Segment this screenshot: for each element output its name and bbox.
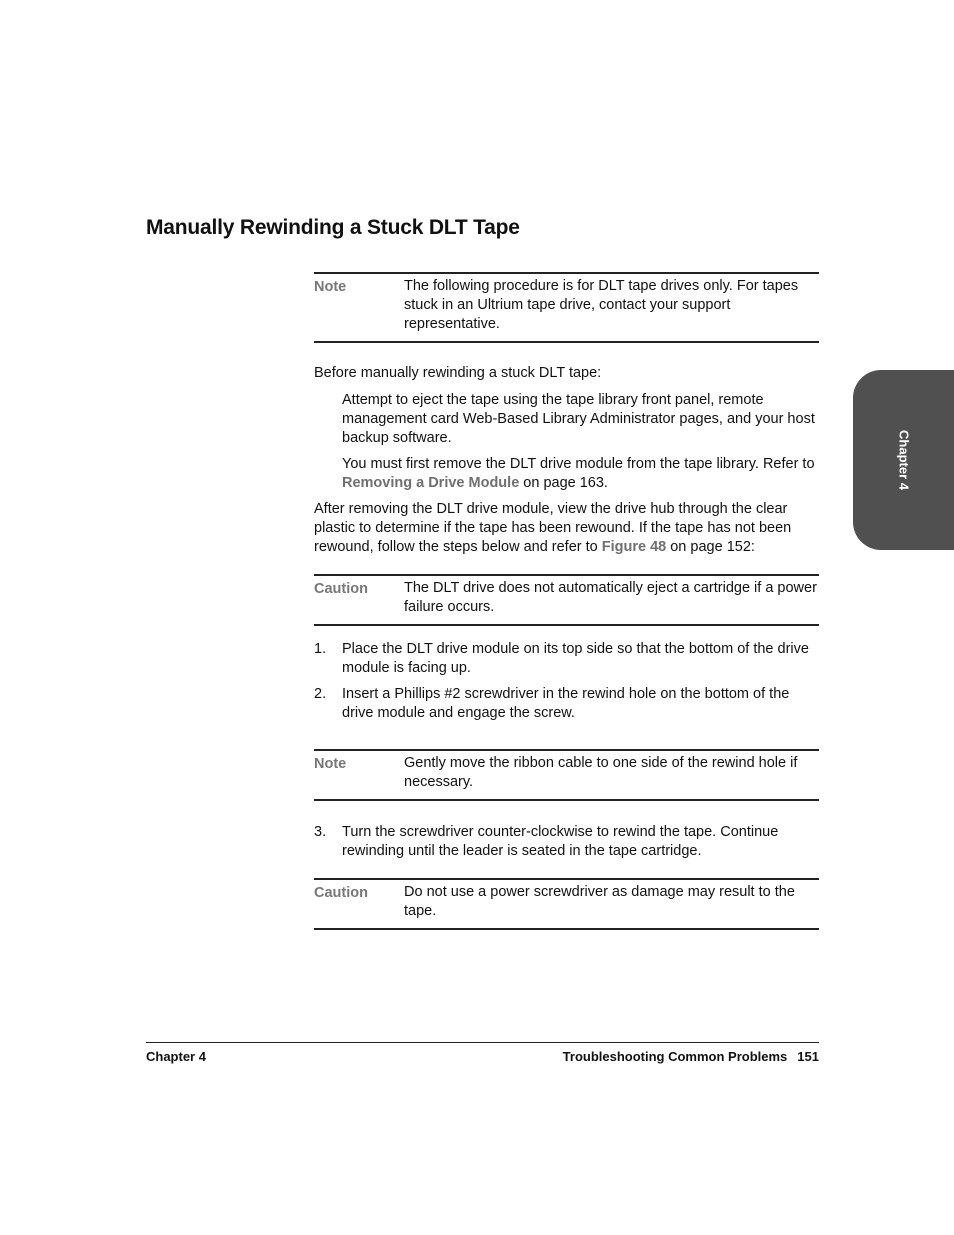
note-callout-ribbon xyxy=(314,749,819,801)
figure-48-link[interactable]: Figure 48 xyxy=(601,539,667,555)
bullet-eject: Attempt to eject the tape using the tape library front panel, remote management card Web-Based Library Administrator pages, and your host backup software. xyxy=(342,392,815,446)
after-removal-paragraph: After removing the DLT drive module, view the drive hub through the clear plastic to determine if the tape has been rewound. If the tape has not been rewound, follow the steps below and refer to Figure 48 on page 152: xyxy=(314,501,792,555)
intro-paragraph: Before manually rewinding a stuck DLT tape: xyxy=(314,365,602,381)
step-text: Place the DLT drive module on its top side so that the bottom of the drive module is facing up. xyxy=(342,641,809,676)
caution-text: Do not use a power screwdriver as damage may result to the tape. xyxy=(404,884,795,919)
step-number: 2. xyxy=(314,686,327,702)
caution-label: Caution xyxy=(314,885,368,901)
step-text: Turn the screwdriver counter-clockwise to rewind the tape. Continue rewinding until the leader is seated in the tape cartridge. xyxy=(342,824,779,859)
page-number: 151 xyxy=(797,1049,819,1064)
footer-divider xyxy=(146,1042,819,1043)
removing-drive-module-link[interactable]: Removing a Drive Module xyxy=(342,475,520,491)
note-text: Gently move the ribbon cable to one side of the rewind hole if necessary. xyxy=(404,755,798,790)
footer-chapter: Chapter 4 xyxy=(146,1049,206,1064)
caution-callout xyxy=(314,574,819,626)
step-1 xyxy=(314,640,819,678)
note-callout xyxy=(314,272,819,343)
bullet-remove-module: You must first remove the DLT drive module from the tape library. Refer to Removing a Drive Module on page 163. xyxy=(342,456,815,491)
footer-section xyxy=(563,1049,819,1064)
note-label: Note xyxy=(314,279,347,295)
note-text: The following procedure is for DLT tape drives only. For tapes stuck in an Ultrium tape drive, contact your support representative. xyxy=(404,278,799,332)
chapter-thumb-tab xyxy=(853,370,954,550)
step-number: 1. xyxy=(314,641,327,657)
note-label: Note xyxy=(314,756,347,772)
step-text: Insert a Phillips #2 screwdriver in the rewind hole on the bottom of the drive module and engage the screw. xyxy=(342,686,790,721)
chapter-tab-label: Chapter 4 xyxy=(896,430,911,490)
page-title: Manually Rewinding a Stuck DLT Tape xyxy=(146,216,520,239)
caution-callout-power xyxy=(314,878,819,930)
step-number: 3. xyxy=(314,824,327,840)
caution-label: Caution xyxy=(314,581,368,597)
footer-section-title: Troubleshooting Common Problems xyxy=(562,1049,788,1064)
caution-text: The DLT drive does not automatically eject a cartridge if a power failure occurs. xyxy=(404,580,817,615)
step-2 xyxy=(314,685,819,723)
step-3 xyxy=(314,823,819,861)
